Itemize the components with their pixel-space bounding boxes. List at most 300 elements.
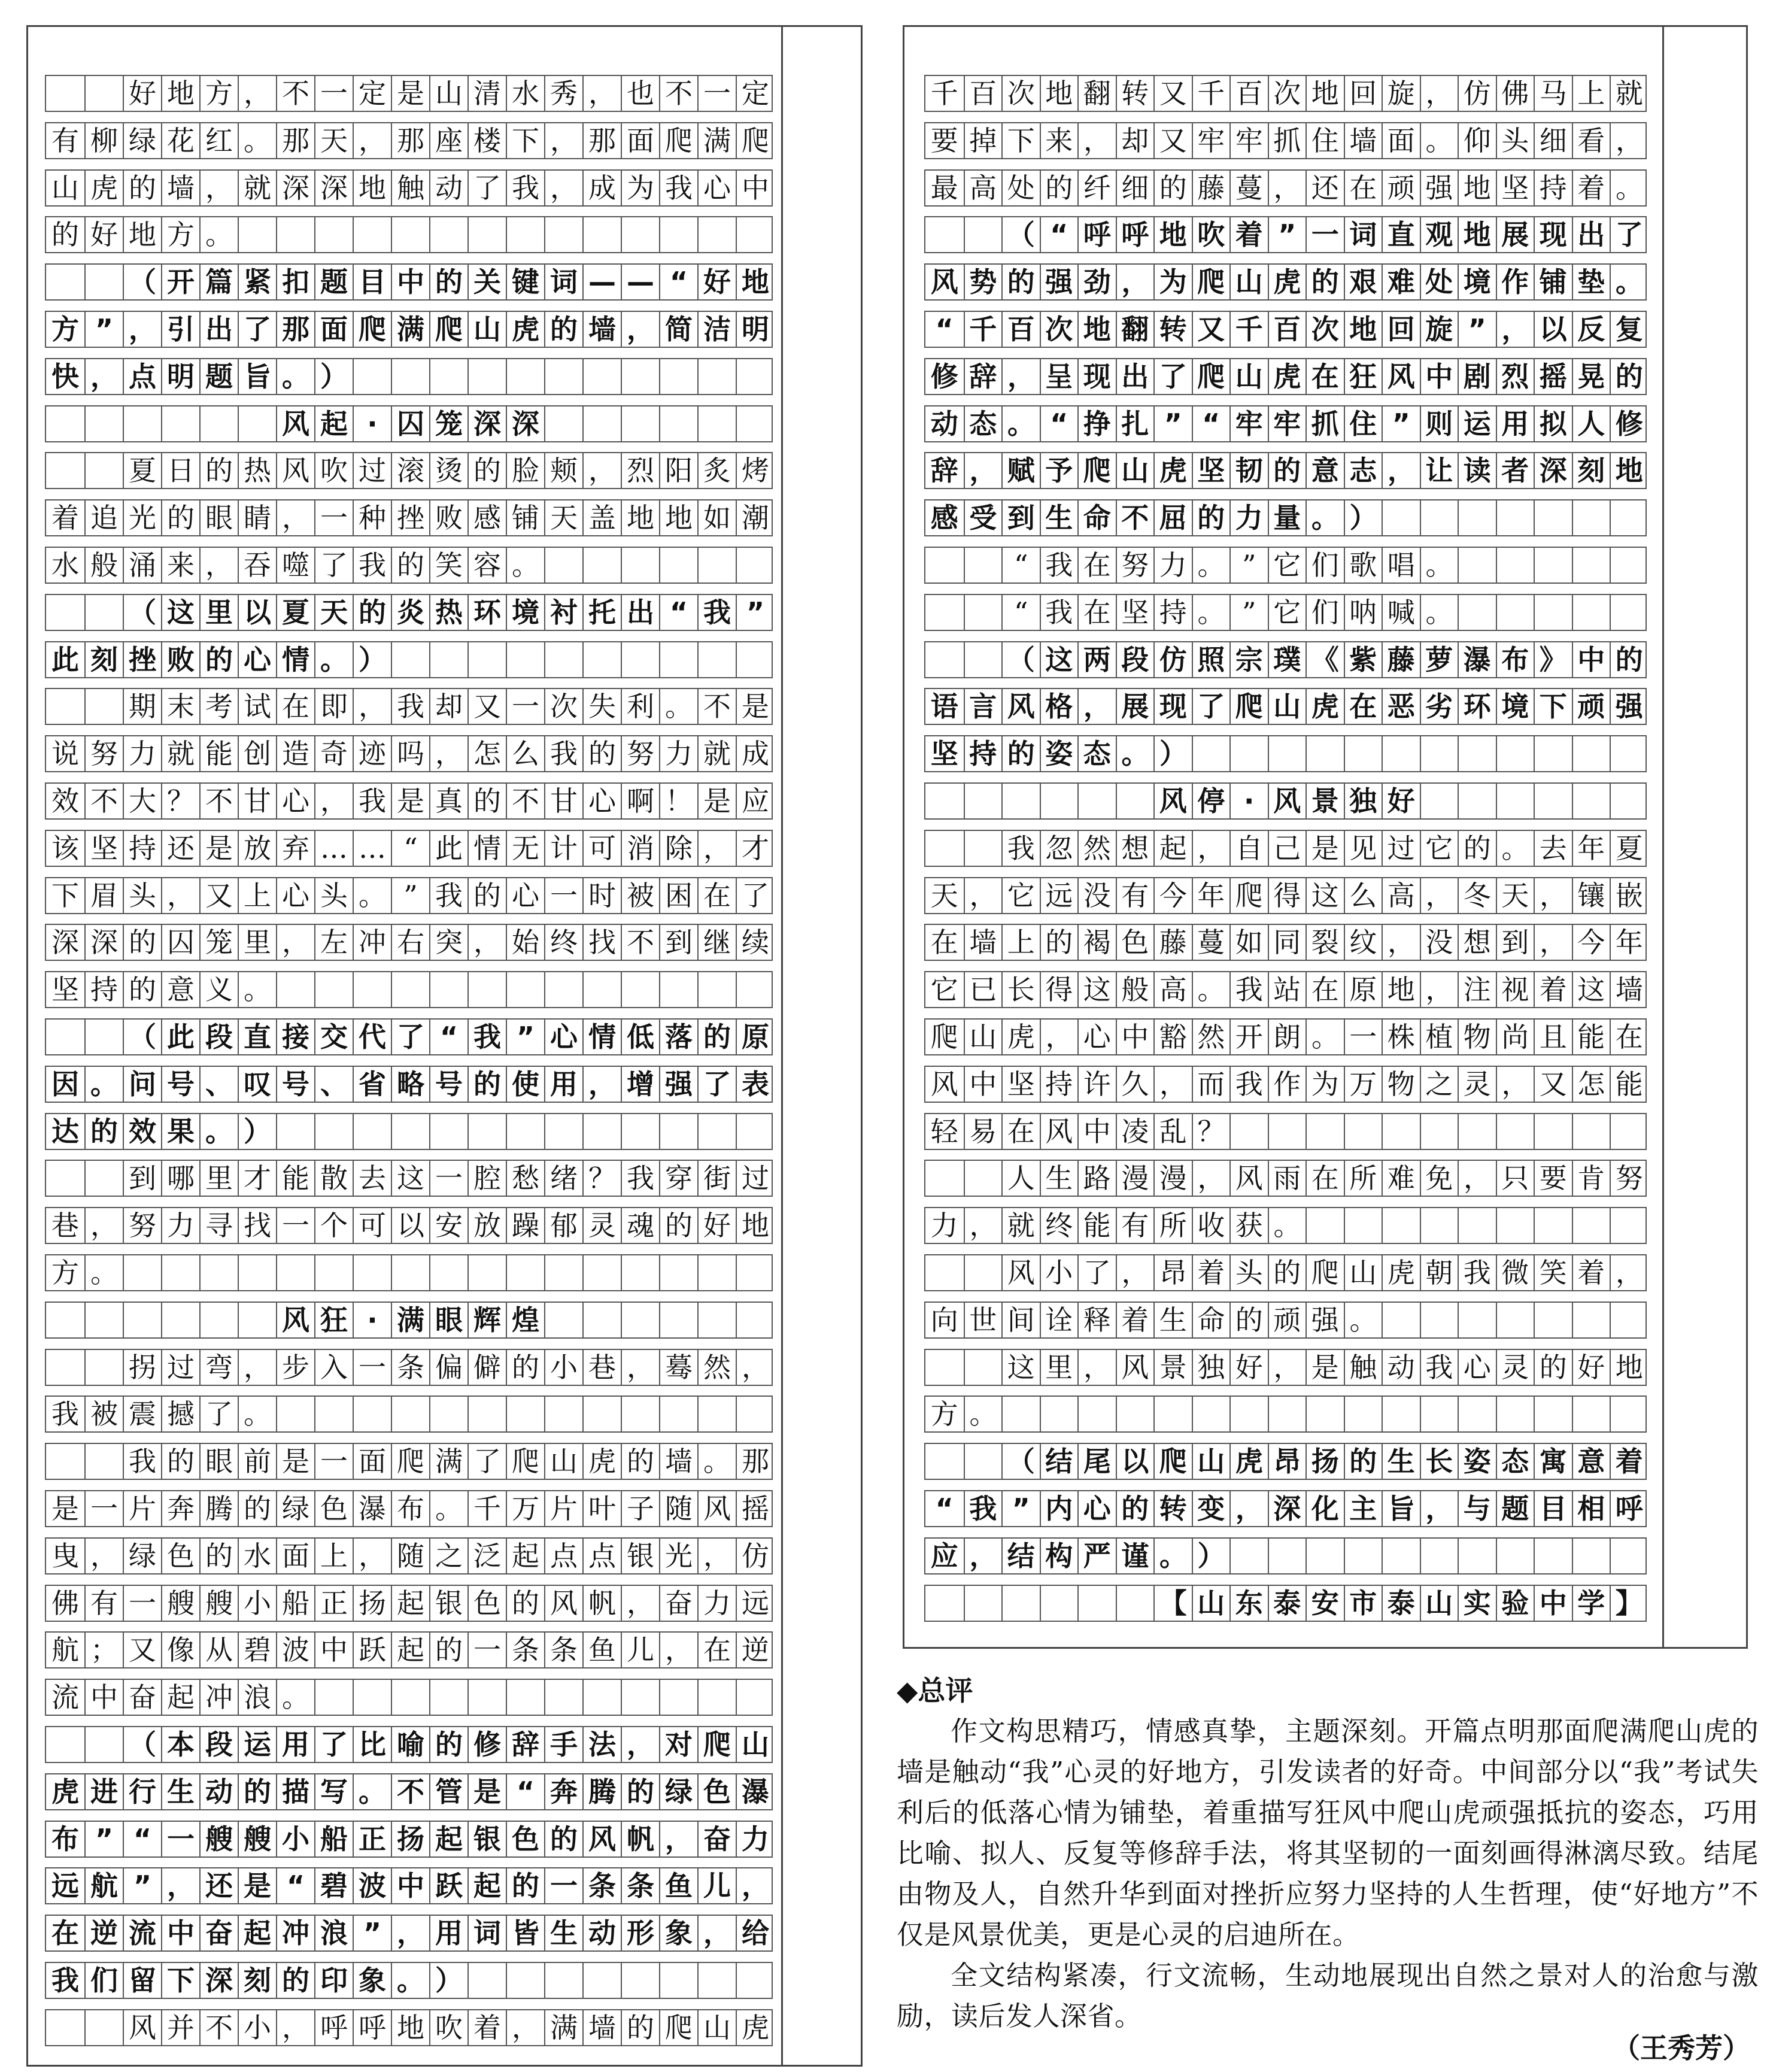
grid-cell	[621, 1680, 659, 1715]
grid-cell: 的	[1344, 1444, 1382, 1479]
grid-cell: 回	[1344, 76, 1382, 111]
grid-cell: 方	[199, 76, 238, 111]
grid-cell: 许	[1077, 1067, 1116, 1102]
grid-cell	[964, 1586, 1002, 1621]
grid-cell: 是	[467, 1774, 506, 1809]
grid-cell: 努	[1116, 548, 1154, 583]
grid-cell: 夏	[123, 453, 161, 488]
grid-cell: ，	[84, 1539, 123, 1573]
grid-cell: 对	[659, 1727, 697, 1762]
grid-cell: 语	[930, 690, 958, 723]
grid-cell: 寓	[1534, 1444, 1572, 1479]
grid-cell: 词	[544, 265, 582, 299]
manuscript-row	[924, 216, 1647, 253]
grid-cell	[925, 1161, 964, 1196]
grid-cell: 也	[621, 76, 659, 111]
grid-cell: 接	[276, 1020, 314, 1054]
grid-cell: 明	[161, 359, 199, 394]
grid-cell: 坚	[84, 831, 123, 866]
grid-cell: 目	[1534, 1491, 1572, 1526]
grid-cell	[429, 359, 467, 394]
grid-cell: （	[1001, 217, 1040, 252]
grid-cell	[1001, 1397, 1040, 1431]
grid-cell: 泰	[1382, 1586, 1420, 1621]
grid-cell: 一	[429, 1161, 467, 1196]
grid-cell: 独	[1344, 784, 1382, 818]
grid-cell: 败	[429, 500, 467, 535]
grid-cell: （	[123, 1020, 161, 1054]
grid-cell: ；	[84, 1633, 123, 1667]
grid-cell	[84, 453, 123, 488]
grid-cell: 牢	[1229, 406, 1268, 441]
grid-cell: 满	[544, 2010, 582, 2045]
grid-cell: 。	[1305, 500, 1344, 535]
manuscript-row	[45, 499, 773, 536]
manuscript-row	[45, 1254, 773, 1291]
grid-cell: 一	[1344, 1020, 1382, 1054]
grid-cell: ”	[506, 1020, 544, 1054]
grid-cell: 强	[1305, 1303, 1344, 1337]
grid-cell: 漫	[1153, 1161, 1192, 1196]
grid-cell: 赋	[1001, 453, 1040, 488]
grid-cell: 物	[1382, 1067, 1420, 1102]
grid-cell: 了	[1192, 689, 1230, 724]
grid-cell: 吹	[429, 2010, 467, 2045]
grid-cell: 中	[84, 1680, 123, 1715]
grid-cell: 花	[161, 123, 199, 158]
grid-cell	[1420, 1303, 1458, 1337]
grid-cell	[353, 217, 391, 252]
grid-cell: 是	[51, 1492, 79, 1525]
grid-cell: 怎	[467, 736, 506, 771]
grid-cell: ）	[1153, 736, 1192, 771]
grid-cell: ，	[621, 1586, 659, 1621]
grid-cell: 风	[697, 1491, 736, 1526]
grid-cell: 山	[1344, 1255, 1382, 1290]
grid-cell: 方	[930, 1398, 958, 1431]
grid-cell	[964, 642, 1002, 677]
grid-cell	[1496, 736, 1534, 771]
grid-cell: 独	[1192, 1350, 1230, 1385]
grid-cell	[544, 972, 582, 1007]
grid-cell	[1610, 500, 1648, 535]
grid-cell: 夏	[276, 595, 314, 630]
grid-cell: 去	[353, 1161, 391, 1196]
grid-cell: 那	[276, 312, 314, 347]
grid-cell: 入	[314, 1350, 353, 1385]
grid-cell: 计	[544, 831, 582, 866]
grid-cell	[659, 406, 697, 441]
grid-cell	[84, 1020, 123, 1054]
grid-cell: 、	[314, 1067, 353, 1102]
grid-cell: 观	[1420, 217, 1458, 252]
grid-cell: 力	[930, 1209, 958, 1242]
grid-cell: 的	[1153, 171, 1192, 205]
grid-cell	[1268, 1539, 1306, 1573]
grid-cell: 心	[582, 784, 621, 818]
grid-cell: 今	[1153, 878, 1192, 913]
grid-cell: 中	[1534, 1586, 1572, 1621]
grid-cell: 生	[1040, 500, 1078, 535]
grid-cell: 眼	[199, 500, 238, 535]
grid-cell: 没	[1420, 925, 1458, 960]
grid-cell	[697, 1255, 736, 1290]
grid-cell: 失	[582, 689, 621, 724]
grid-cell: 力	[1153, 548, 1192, 583]
grid-cell: 印	[314, 1963, 353, 1998]
grid-cell: （	[1001, 1444, 1040, 1479]
grid-cell: 次	[544, 689, 582, 724]
grid-cell: 璞	[1268, 642, 1306, 677]
grid-cell: 结	[1001, 1539, 1040, 1573]
grid-cell: 本	[161, 1727, 199, 1762]
grid-cell	[621, 1963, 659, 1998]
grid-cell: 挣	[1077, 406, 1116, 441]
grid-cell: 我	[353, 548, 391, 583]
grid-cell	[1420, 1539, 1458, 1573]
grid-cell: 般	[1116, 972, 1154, 1007]
grid-cell	[621, 548, 659, 583]
grid-cell: 要	[1534, 1161, 1572, 1196]
comment-heading: ◆总评	[897, 1674, 973, 1707]
manuscript-row	[45, 547, 773, 584]
grid-cell: 我	[391, 689, 429, 724]
grid-cell: 始	[506, 925, 544, 960]
grid-cell: 就	[697, 736, 736, 771]
grid-cell: 出	[621, 595, 659, 630]
grid-cell: ，	[697, 1916, 736, 1950]
grid-cell: 头	[1229, 1255, 1268, 1290]
grid-cell: 马	[1534, 76, 1572, 111]
manuscript-row	[45, 1066, 773, 1103]
grid-cell: 释	[1077, 1303, 1116, 1337]
grid-cell: 同	[1268, 925, 1306, 960]
manuscript-row	[924, 594, 1647, 631]
grid-cell: 摇	[736, 1491, 774, 1526]
grid-cell: 的	[161, 500, 199, 535]
grid-cell: 的	[467, 784, 506, 818]
grid-cell: —	[621, 265, 659, 299]
grid-cell	[1305, 1539, 1344, 1573]
grid-cell: 出	[1572, 217, 1610, 252]
manuscript-row	[924, 877, 1647, 914]
grid-cell: 意	[1572, 1444, 1610, 1479]
grid-cell: 可	[353, 1208, 391, 1243]
grid-cell	[84, 595, 123, 630]
grid-cell: 。	[238, 123, 276, 158]
grid-cell	[964, 1255, 1002, 1290]
grid-cell: 力	[736, 1822, 774, 1856]
grid-cell: 一	[276, 1208, 314, 1243]
grid-cell: 难	[1382, 1161, 1420, 1196]
grid-cell: 容	[467, 548, 506, 583]
grid-cell: 起	[1153, 831, 1192, 866]
grid-cell: ？	[161, 784, 199, 818]
grid-cell: 是	[697, 784, 736, 818]
grid-cell: 才	[238, 1161, 276, 1196]
grid-cell	[964, 548, 1002, 583]
grid-cell: 穿	[659, 1161, 697, 1196]
grid-cell: 震	[123, 1397, 161, 1431]
grid-cell: ，	[1268, 1350, 1306, 1385]
grid-cell: 风	[276, 406, 314, 441]
grid-cell: 化	[1305, 1491, 1344, 1526]
grid-cell: 下	[506, 123, 544, 158]
grid-cell: 一	[1305, 217, 1344, 252]
grid-cell: “	[1001, 595, 1040, 630]
grid-cell: 环	[467, 595, 506, 630]
grid-cell: 能	[199, 736, 238, 771]
grid-cell: 是	[199, 831, 238, 866]
grid-cell: 点	[123, 359, 161, 394]
grid-cell	[506, 1963, 544, 1998]
grid-cell: ，	[276, 500, 314, 535]
grid-cell: 仿	[1458, 76, 1496, 111]
grid-cell: 远	[736, 1586, 774, 1621]
grid-cell: ，	[697, 831, 736, 866]
grid-cell	[429, 1114, 467, 1149]
grid-cell: ，	[544, 171, 582, 205]
grid-cell: 辉	[467, 1303, 506, 1337]
grid-cell: 顽	[1268, 1303, 1306, 1337]
grid-cell: ”	[1382, 406, 1420, 441]
manuscript-row	[45, 1160, 773, 1197]
grid-cell: 爬	[930, 1021, 958, 1053]
grid-cell: 以	[391, 1208, 429, 1243]
grid-cell	[161, 406, 199, 441]
grid-cell	[1610, 1208, 1648, 1243]
grid-cell: 一	[123, 1586, 161, 1621]
grid-cell: ，	[1382, 453, 1420, 488]
grid-cell: 开	[1229, 1020, 1268, 1054]
grid-cell	[621, 1397, 659, 1431]
grid-cell	[391, 359, 429, 394]
grid-cell: 点	[582, 1539, 621, 1573]
grid-cell: 面	[1382, 123, 1420, 158]
grid-cell: 应	[736, 784, 774, 818]
grid-cell: 感	[930, 502, 958, 535]
grid-cell: 这	[1305, 878, 1344, 913]
grid-cell: 着	[1229, 217, 1268, 252]
grid-cell: 住	[1305, 123, 1344, 158]
grid-cell: 烫	[429, 453, 467, 488]
grid-cell: 关	[467, 265, 506, 299]
grid-cell	[582, 1303, 621, 1337]
grid-cell: 又	[123, 1633, 161, 1667]
grid-cell: 像	[161, 1633, 199, 1667]
grid-cell: 除	[659, 831, 697, 866]
grid-cell: 上	[1001, 925, 1040, 960]
grid-cell: 高	[1382, 878, 1420, 913]
grid-cell: 它	[1268, 595, 1306, 630]
grid-cell: 在	[1077, 548, 1116, 583]
grid-cell: 恶	[1382, 689, 1420, 724]
grid-cell: ”	[84, 1822, 123, 1856]
grid-cell	[1572, 1114, 1610, 1149]
grid-cell: 随	[659, 1491, 697, 1526]
grid-cell: 怎	[1572, 1067, 1610, 1102]
grid-cell: 坚	[1496, 171, 1534, 205]
grid-cell: 转	[1116, 76, 1154, 111]
manuscript-row	[924, 547, 1647, 584]
grid-cell: ，	[199, 548, 238, 583]
grid-cell: 墙	[659, 1444, 697, 1479]
grid-cell: 迹	[353, 736, 391, 771]
grid-cell: 的	[123, 972, 161, 1007]
grid-cell: 一	[353, 1350, 391, 1385]
grid-cell: 又	[1153, 123, 1192, 158]
grid-cell: 涌	[123, 548, 161, 583]
manuscript-row	[924, 499, 1647, 536]
grid-cell: ”	[84, 312, 123, 347]
grid-cell: （	[123, 1727, 161, 1762]
grid-cell: 笼	[429, 406, 467, 441]
grid-cell: 之	[1420, 1067, 1458, 1102]
grid-cell: 该	[51, 832, 79, 864]
manuscript-row	[45, 452, 773, 489]
manuscript-row	[45, 594, 773, 631]
manuscript-row	[924, 1302, 1647, 1339]
manuscript-row	[924, 75, 1647, 112]
grid-cell	[1344, 1114, 1382, 1149]
grid-cell: 吞	[238, 548, 276, 583]
grid-cell: 谨	[1116, 1539, 1154, 1573]
grid-cell: 银	[429, 1586, 467, 1621]
grid-cell	[697, 1397, 736, 1431]
grid-cell	[84, 689, 123, 724]
grid-cell: 面	[276, 1539, 314, 1573]
manuscript-row	[45, 1631, 773, 1668]
grid-cell: 题	[314, 265, 353, 299]
grid-cell: 墙	[582, 2010, 621, 2045]
grid-cell: 扬	[353, 1586, 391, 1621]
grid-cell	[544, 1680, 582, 1715]
grid-cell: 末	[161, 689, 199, 724]
grid-cell: 头	[123, 878, 161, 913]
manuscript-row	[924, 1018, 1647, 1055]
grid-cell: 碧	[314, 1868, 353, 1903]
grid-cell: 努	[1610, 1161, 1648, 1196]
grid-cell: 困	[659, 878, 697, 913]
grid-cell: ，	[467, 925, 506, 960]
grid-cell: 的	[199, 642, 238, 677]
grid-cell: 处	[1420, 265, 1458, 299]
grid-cell: 艘	[238, 1822, 276, 1856]
grid-cell: 今	[1572, 925, 1610, 960]
grid-cell: 正	[314, 1586, 353, 1621]
grid-cell: 免	[1420, 1161, 1458, 1196]
grid-cell: 就	[1001, 1208, 1040, 1243]
grid-cell	[1496, 595, 1534, 630]
grid-cell	[429, 1255, 467, 1290]
grid-cell: 主	[1344, 1491, 1382, 1526]
grid-cell: （	[1001, 642, 1040, 677]
grid-cell: 呼	[1077, 217, 1116, 252]
grid-cell: 地	[621, 500, 659, 535]
grid-cell	[1610, 1114, 1648, 1149]
manuscript-row	[924, 1585, 1647, 1622]
grid-cell: 情	[467, 831, 506, 866]
grid-cell: 起	[314, 406, 353, 441]
grid-cell: 爬	[506, 1444, 544, 1479]
grid-cell: 修	[467, 1727, 506, 1762]
grid-cell	[276, 972, 314, 1007]
grid-cell: 号	[429, 1067, 467, 1102]
grid-cell: 这	[1040, 642, 1078, 677]
grid-cell	[123, 406, 161, 441]
grid-cell: 条	[582, 1868, 621, 1903]
grid-cell: 头	[314, 878, 353, 913]
grid-cell: 为	[621, 171, 659, 205]
grid-cell: 生	[544, 1916, 582, 1950]
grid-cell: 楼	[467, 123, 506, 158]
manuscript-row	[924, 122, 1647, 159]
grid-cell: 站	[1268, 972, 1306, 1007]
grid-cell: 因	[51, 1067, 79, 1100]
grid-cell: 流	[123, 1916, 161, 1950]
grid-cell	[1496, 1208, 1534, 1243]
grid-cell: 深	[84, 925, 123, 960]
grid-cell: 在	[1077, 595, 1116, 630]
grid-cell: 银	[467, 1822, 506, 1856]
grid-cell: 地	[1153, 217, 1192, 252]
grid-cell: 爬	[659, 2010, 697, 2045]
grid-cell	[621, 359, 659, 394]
grid-cell: 的	[659, 1208, 697, 1243]
grid-cell: 摇	[1534, 359, 1572, 394]
grid-cell: 为	[1153, 265, 1192, 299]
grid-cell: 之	[429, 1539, 467, 1573]
grid-cell: 引	[161, 312, 199, 347]
grid-cell: 逆	[84, 1916, 123, 1950]
grid-cell: 好	[1229, 1350, 1268, 1385]
grid-cell: 奋	[659, 1586, 697, 1621]
grid-cell: 昂	[1153, 1255, 1192, 1290]
grid-cell: 持	[1153, 595, 1192, 630]
grid-cell: 风	[1153, 784, 1192, 818]
grid-cell: 山	[964, 1020, 1002, 1054]
grid-cell: 效	[123, 1114, 161, 1149]
grid-cell: ）	[429, 1963, 467, 1998]
grid-cell	[1496, 548, 1534, 583]
grid-cell	[1534, 548, 1572, 583]
grid-cell: 下	[1001, 123, 1040, 158]
grid-cell	[1420, 500, 1458, 535]
grid-cell: 久	[1116, 1067, 1154, 1102]
grid-cell: 比	[353, 1727, 391, 1762]
grid-cell: ，	[1420, 1491, 1458, 1526]
manuscript-row	[924, 1349, 1647, 1386]
grid-cell	[659, 217, 697, 252]
grid-cell	[429, 1680, 467, 1715]
grid-cell: 势	[964, 265, 1002, 299]
grid-cell: 心	[1458, 1350, 1496, 1385]
grid-cell: 出	[199, 312, 238, 347]
grid-cell: 千	[467, 1491, 506, 1526]
grid-cell: 。	[1344, 1303, 1382, 1337]
grid-cell: ，	[582, 453, 621, 488]
grid-cell: 只	[1496, 1161, 1534, 1196]
grid-cell: 灵	[1496, 1350, 1534, 1385]
grid-cell: ，	[314, 784, 353, 818]
grid-cell: 瀑	[1458, 642, 1496, 677]
grid-cell: 。	[353, 1774, 391, 1809]
grid-cell: 冲	[353, 925, 391, 960]
grid-cell: 辞	[964, 359, 1002, 394]
grid-cell: 难	[1382, 265, 1420, 299]
grid-cell	[391, 1114, 429, 1149]
grid-cell: 意	[161, 972, 199, 1007]
